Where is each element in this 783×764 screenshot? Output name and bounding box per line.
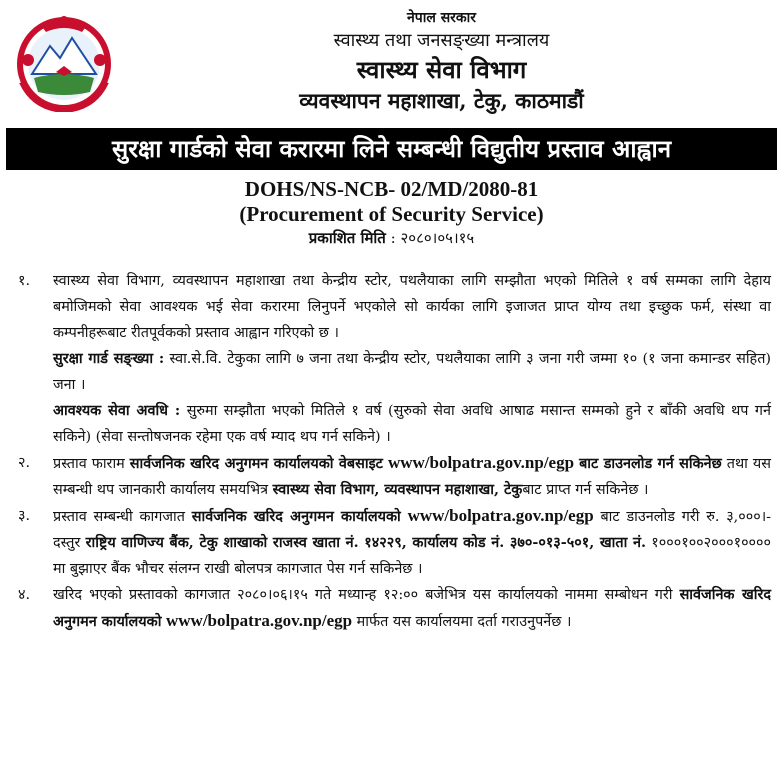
item-text: प्रस्ताव फाराम (53, 456, 125, 472)
header-titles (120, 8, 763, 116)
service-period-text: सुरुमा सम्झौता भएको मितिले १ वर्ष (सुरुको सेवा अवधि आषाढ मसान्त सम्मको हुने र बाँकी अवधि थप गर्न सकिने) (सेवा सन्तोषजनक रहेमा एक वर्ष म्याद थप गर्न सकिने) । (53, 403, 771, 445)
reference-number: DOHS/NS-NCB- 02/MD/2080-81 (244, 177, 539, 201)
item-text: बाट प्राप्त गर्न सकिनेछ । (522, 482, 649, 498)
item-text: तथा यस सम्बन्धी थप जानकारी कार्यालय समयभित्र (53, 456, 771, 498)
item-text: मार्फत यस कार्यालयमा दर्ता गराउनुपर्नेछ । (356, 614, 572, 630)
division-name: व्यवस्थापन महाशाखा, टेकु, काठमाडौं (299, 88, 584, 113)
item-number: ४. (18, 587, 31, 603)
publication-date-value: : २०८०।०५।१५ (390, 229, 475, 247)
list-item (0, 503, 783, 582)
item-bold-text: सार्वजनिक खरिद अनुगमन कार्यालयको (191, 508, 401, 525)
notice-banner: सुरक्षा गार्डको सेवा करारमा लिने सम्बन्धी विद्युतीय प्रस्ताव आह्वान (6, 128, 777, 170)
guard-count (53, 346, 771, 398)
bolpatra-url: www/bolpatra.gov.np/egp (166, 611, 353, 630)
item-text: बाट डाउनलोड गरी रु. ३,०००।- दस्तुर (53, 509, 772, 551)
bank-account-details: राष्ट्रिय वाणिज्य बैंक, टेकु शाखाको राजस्व खाता नं. १४२२९, कार्यालय कोड नं. ३७०-०१३-५०१, खाता नं. (85, 534, 647, 551)
bolpatra-url: www/bolpatra.gov.np/egp (387, 453, 575, 472)
notice-items (0, 268, 783, 635)
item-number: ३. (18, 508, 31, 524)
publication-date (0, 227, 783, 249)
guard-count-label: सुरक्षा गार्ड सङ्ख्या : (53, 350, 165, 367)
item-text: प्रस्ताव सम्बन्धी कागजात (53, 509, 185, 525)
item-text: १०००१००२०००१०००० मा बुझाएर बैंक भौचर संलग्न राखी बोलपत्र कागजात पेस गर्न सकिनेछ । (53, 535, 772, 577)
item-bold-text: सार्वजनिक खरिद अनुगमन कार्यालयको (53, 586, 771, 630)
service-period (53, 398, 771, 450)
list-item (0, 450, 783, 503)
item-number: २. (18, 455, 31, 471)
ministry-name: स्वास्थ्य तथा जनसङ्ख्या मन्त्रालय (333, 30, 550, 51)
item-bold-text: स्वास्थ्य सेवा विभाग, व्यवस्थापन महाशाखा, टेकु (272, 481, 523, 498)
department-name: स्वास्थ्य सेवा विभाग (356, 55, 527, 84)
government-name: नेपाल सरकार (406, 10, 476, 26)
service-period-label: आवश्यक सेवा अवधि : (53, 402, 181, 419)
item-bold-text: सार्वजनिक खरिद अनुगमन कार्यालयको वेबसाइट (129, 455, 383, 472)
list-item (0, 268, 783, 450)
item-number: १. (18, 273, 31, 289)
list-item (0, 582, 783, 635)
publication-date-label: प्रकाशित मिति (308, 229, 386, 247)
nepal-emblem-icon (14, 12, 114, 112)
item-text: खरिद भएको प्रस्तावको कागजात २०८०।०६।१५ गते मध्यान्ह १२:०० बजेभित्र यस कार्यालयको नाममा सम्बोधन गरी (53, 587, 673, 603)
header (0, 0, 783, 122)
item-text: स्वास्थ्य सेवा विभाग, व्यवस्थापन महाशाखा तथा केन्द्रीय स्टोर, पथलैयाका लागि सम्झौता भएको मितिले १ वर्ष सम्मका लागि देहाय बमोजिमको सेवा आवश्यक भई सेवा करारमा लिनुपर्ने भएकोले सो कार्यका लागि इजाजत प्राप्त योग्य तथा इच्छुक फर्म, संस्था वा कम्पनीहरूबाट रीतपूर्वकको प्रस्ताव आह्वान गरिएको छ । (53, 273, 771, 341)
bolpatra-url: www/bolpatra.gov.np/egp (407, 506, 594, 525)
item-bold-text: बाट डाउनलोड गर्न सकिनेछ (579, 455, 722, 472)
notice-subtitle: (Procurement of Security Service) (239, 202, 544, 226)
guard-count-text: स्वा.से.वि. टेकुका लागि ७ जना तथा केन्द्रीय स्टोर, पथलैयाका लागि ३ जना गरी जम्मा १० (१ जना कमान्डर सहित) जना । (53, 351, 772, 393)
